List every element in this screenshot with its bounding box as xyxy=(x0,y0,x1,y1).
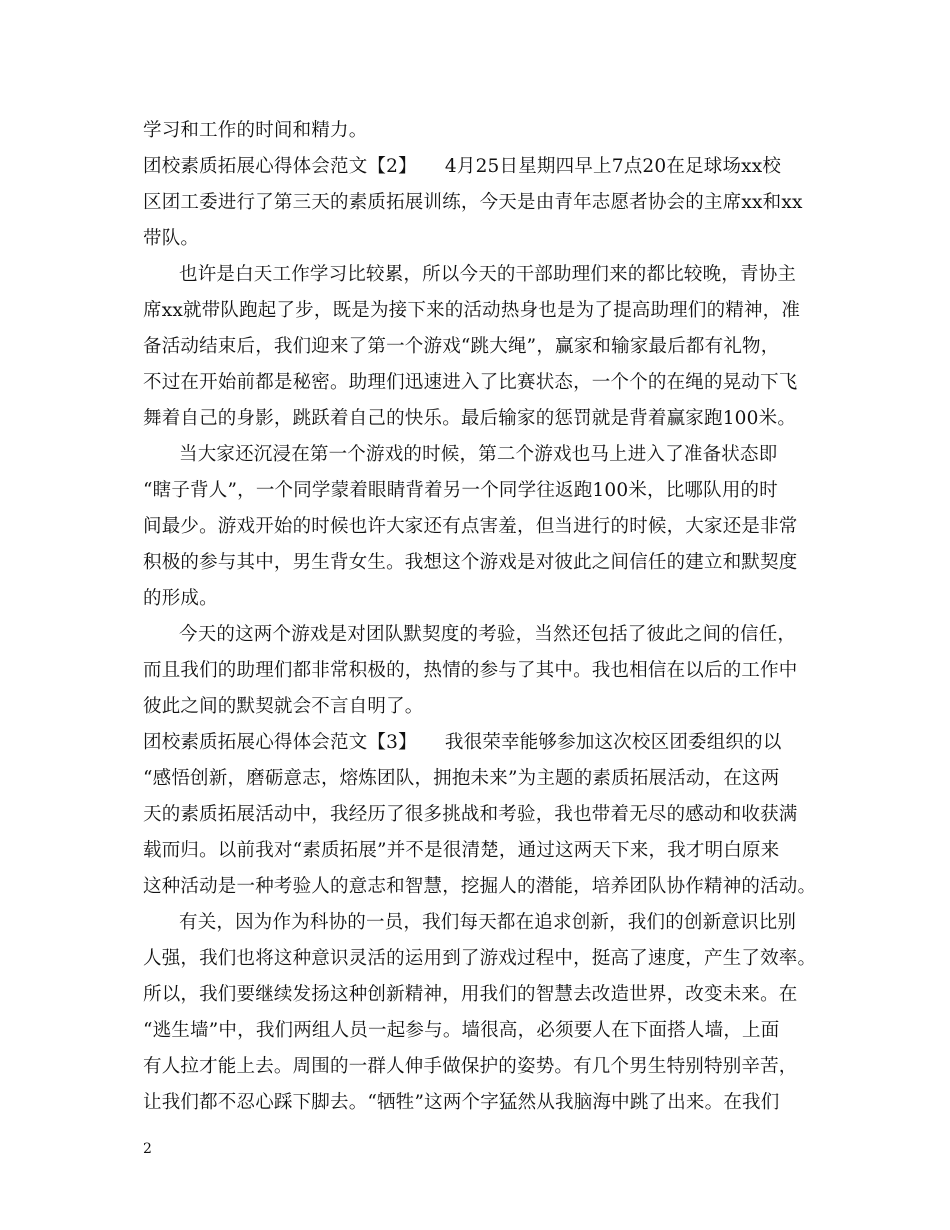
text-line: 有人拉才能上去。周围的一群人伸手做保护的姿势。有几个男生特别特别辛苦， xyxy=(143,1056,798,1077)
text-line: 天的素质拓展活动中，我经历了很多挑战和考验，我也带着无尽的感动和收获满 xyxy=(143,804,798,825)
text-line: 席xx就带队跑起了步，既是为接下来的活动热身也是为了提高助理们的精神，准 xyxy=(143,300,801,321)
text-line: 人强，我们也将这种意识灵活的运用到了游戏过程中，挺高了速度，产生了效率。 xyxy=(143,948,817,969)
text-line: 区团工委进行了第三天的素质拓展训练，今天是由青年志愿者协会的主席xx和xx xyxy=(143,192,803,213)
text-line: 而且我们的助理们都非常积极的，热情的参与了其中。我也相信在以后的工作中 xyxy=(143,660,798,681)
text-line: “瞎子背人”，一个同学蒙着眼睛背着另一个同学往返跑100米，比哪队用的时 xyxy=(143,480,778,501)
text-line: 备活动结束后，我们迎来了第一个游戏“跳大绳”，赢家和输家最后都有礼物， xyxy=(143,336,780,357)
text-line: 间最少。游戏开始的时候也许大家还有点害羞，但当进行的时候，大家还是非常 xyxy=(143,516,798,537)
paragraph-first-line: 今天的这两个游戏是对团队默契度的考验，当然还包括了彼此之间的信任， xyxy=(179,624,797,645)
paragraph-first-line: 当大家还沉浸在第一个游戏的时候，第二个游戏也马上进入了准备状态即 xyxy=(179,444,778,465)
text-line: 彼此之间的默契就会不言自明了。 xyxy=(143,696,424,717)
text-line: 所以，我们要继续发扬这种创新精神，用我们的智慧去改造世界，改变未来。在 xyxy=(143,984,798,1005)
section-heading-line: 团校素质拓展心得体会范文【3】 我很荣幸能够参加这次校区团委组织的以 xyxy=(143,732,782,753)
paragraph-first-line: 有关，因为作为科协的一员，我们每天都在追求创新，我们的创新意识比别 xyxy=(179,912,797,933)
text-line: 的形成。 xyxy=(143,588,218,609)
text-line: 让我们都不忍心踩下脚去。“牺牲”这两个字猛然从我脑海中跳了出来。在我们 xyxy=(143,1092,780,1113)
text-line: 这种活动是一种考验人的意志和智慧，挖掘人的潜能，培养团队协作精神的活动。 xyxy=(143,876,817,897)
text-line: 带队。 xyxy=(143,228,200,249)
text-line: “逃生墙”中，我们两组人员一起参与。墙很高，必须要人在下面搭人墙，上面 xyxy=(143,1020,780,1041)
section-heading-line: 团校素质拓展心得体会范文【2】 4月25日星期四早上7点20在足球场xx校 xyxy=(143,156,782,177)
text-line: 积极的参与其中，男生背女生。我想这个游戏是对彼此之间信任的建立和默契度 xyxy=(143,552,798,573)
text-line: “感悟创新，磨砺意志，熔炼团队，拥抱未来”为主题的素质拓展活动，在这两 xyxy=(143,768,780,789)
page-number: 2 xyxy=(143,1141,152,1157)
text-line: 学习和工作的时间和精力。 xyxy=(143,120,368,141)
paragraph-first-line: 也许是白天工作学习比较累，所以今天的干部助理们来的都比较晚，青协主 xyxy=(179,264,797,285)
text-line: 不过在开始前都是秘密。助理们迅速进入了比赛状态，一个个的在绳的晃动下飞 xyxy=(143,372,798,393)
text-line: 舞着自己的身影，跳跃着自己的快乐。最后输家的惩罚就是背着赢家跑100米。 xyxy=(143,408,797,429)
text-line: 载而归。以前我对“素质拓展”并不是很清楚，通过这两天下来，我才明白原来 xyxy=(143,840,780,861)
